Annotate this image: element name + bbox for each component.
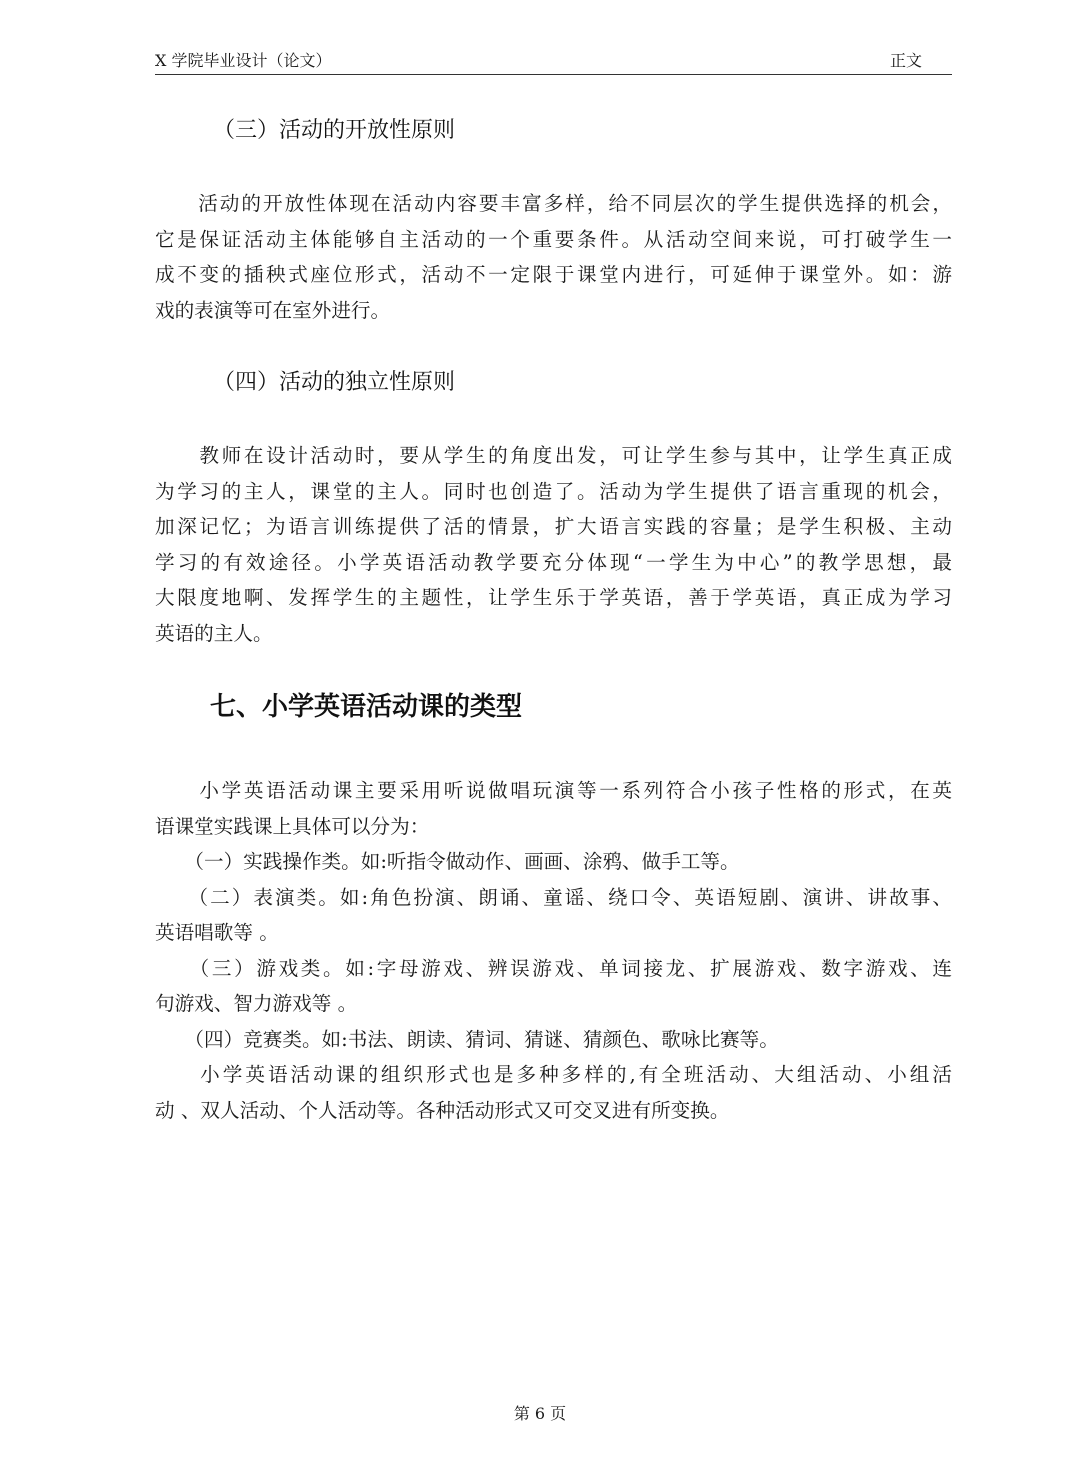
paragraph-line: 英语的主人。 bbox=[155, 621, 273, 645]
paragraph-line: 学习的有效途径。小学英语活动教学要充分体现“一学生为中心”的教学思想，最 bbox=[155, 550, 952, 574]
paragraph-line: 加深记忆；为语言训练提供了活的情景，扩大语言实践的容量；是学生积极、主动 bbox=[155, 515, 952, 538]
paragraph-openness bbox=[155, 186, 952, 328]
header-thesis-title: X 学院毕业设计（论文） bbox=[155, 51, 332, 70]
page-number: 第 6 页 bbox=[513, 1404, 567, 1423]
section-heading-openness: （三）活动的开放性原则 bbox=[213, 118, 456, 143]
paragraph-line: 动 、双人活动、个人活动等。各种活动形式又可交叉进有所变换。 bbox=[155, 1098, 730, 1122]
page-header bbox=[155, 50, 952, 75]
list-item-competition: （四）竞赛类。如:书法、朗读、猜词、猜谜、猜颜色、歌咏比赛等。 bbox=[155, 1027, 779, 1051]
header-section-label: 正文 bbox=[889, 51, 922, 70]
paragraph-line: 小学英语活动课的组织形式也是多种多样的,有全班活动、大组活动、小组活 bbox=[155, 1063, 952, 1086]
paragraph-line: 活动的开放性体现在活动内容要丰富多样，给不同层次的学生提供选择的机会， bbox=[155, 192, 952, 215]
paragraph-line: 为学习的主人，课堂的主人。同时也创造了。活动为学生提供了语言重现的机会， bbox=[155, 479, 952, 503]
paragraph-line: 小学英语活动课主要采用听说做唱玩演等一系列符合小孩子性格的形式，在英 bbox=[155, 779, 952, 802]
paragraph-line: 句游戏、智力游戏等 。 bbox=[155, 992, 358, 1015]
paragraph-activity-types bbox=[155, 773, 952, 1128]
paragraph-line: 英语唱歌等 。 bbox=[155, 921, 279, 944]
paragraph-line: 成不变的插秧式座位形式，活动不一定限于课堂内进行，可延伸于课堂外。如：游 bbox=[155, 263, 952, 286]
section-heading-independence: （四）活动的独立性原则 bbox=[213, 370, 456, 395]
list-item-games: （三）游戏类。如:字母游戏、辨误游戏、单词接龙、扩展游戏、数字游戏、连 bbox=[155, 956, 952, 980]
paragraph-line: 教师在设计活动时，要从学生的角度出发，可让学生参与其中，让学生真正成 bbox=[155, 444, 952, 467]
list-item-practice: （一）实践操作类。如:听指令做动作、画画、涂鸦、做手工等。 bbox=[155, 850, 740, 873]
list-item-performance: （二）表演类。如:角色扮演、朗诵、童谣、绕口令、英语短剧、演讲、讲故事、 bbox=[155, 885, 952, 909]
chapter-heading-activity-types: 七、小学英语活动课的类型 bbox=[210, 692, 523, 722]
paragraph-line: 大限度地啊、发挥学生的主题性，让学生乐于学英语，善于学英语，真正成为学习 bbox=[155, 586, 952, 609]
paragraph-independence bbox=[155, 438, 952, 651]
paragraph-line: 语课堂实践课上具体可以分为： bbox=[155, 814, 430, 838]
paragraph-line: 它是保证活动主体能够自主活动的一个重要条件。从活动空间来说，可打破学生一 bbox=[155, 227, 952, 251]
paragraph-line: 戏的表演等可在室外进行。 bbox=[155, 298, 391, 322]
